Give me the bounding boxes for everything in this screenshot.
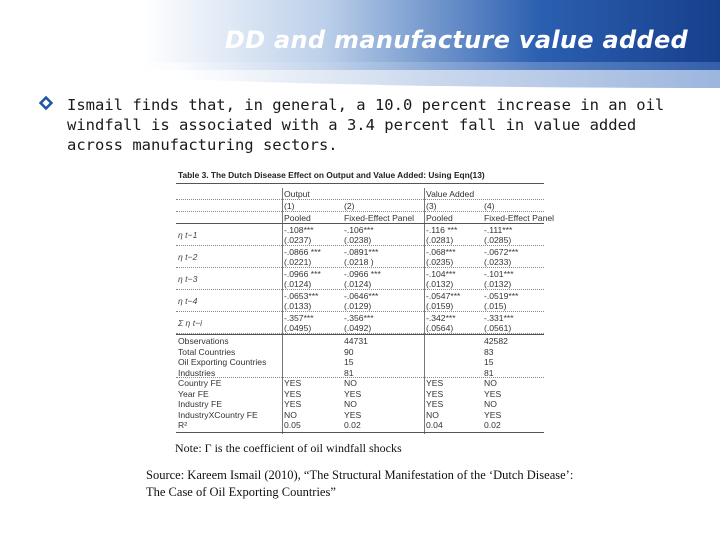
- stat-value: 42582: [484, 336, 508, 346]
- std-error: (.0218 ): [344, 257, 374, 267]
- stat-value: 15: [344, 357, 354, 367]
- coefficient: -.106***: [344, 225, 374, 235]
- column-type: Pooled: [284, 213, 311, 223]
- stat-value: YES: [484, 388, 502, 399]
- coefficient: -.342***: [426, 313, 456, 323]
- stat-value: NO: [344, 378, 357, 388]
- table-rule: [176, 267, 544, 268]
- regression-table: [174, 166, 555, 438]
- coefficient: -.0672***: [484, 247, 519, 257]
- title-swoosh: [0, 62, 720, 88]
- column-type: Pooled: [426, 213, 453, 223]
- stat-value: YES: [426, 378, 444, 388]
- stat-value: YES: [284, 388, 302, 399]
- coefficient: -.108***: [284, 225, 314, 235]
- stat-label: Country FE: [178, 378, 222, 388]
- group-header: Output: [284, 189, 310, 199]
- group-header: Value Added: [426, 189, 475, 199]
- row-label: η t−1: [178, 230, 198, 240]
- std-error: (.0233): [484, 257, 512, 267]
- table-note: Note: Γ is the coefficient of oil windfall shocks: [175, 441, 402, 455]
- coefficient: -.0653***: [284, 291, 319, 301]
- stat-label: Total Countries: [178, 346, 236, 357]
- std-error: (.0285): [484, 235, 512, 245]
- stat-value: NO: [344, 399, 357, 409]
- row-label: Σ η t−i: [178, 318, 203, 328]
- coefficient: -.0646***: [344, 291, 379, 301]
- column-type: Fixed-Effect Panel: [344, 213, 415, 223]
- bullet-text: Ismail finds that, in general, a 10.0 percent increase in an oil windfall is associated with a 3.4 percent fall in value added across manufacturing sectors.: [67, 96, 665, 154]
- std-error: (.0492): [344, 323, 372, 333]
- stat-value: YES: [426, 399, 444, 409]
- coefficient: -.0519***: [484, 291, 519, 301]
- stat-value: YES: [344, 388, 362, 399]
- slide-title: DD and manufacture value added: [224, 26, 688, 54]
- stat-value: NO: [484, 378, 497, 388]
- stat-value: NO: [426, 409, 439, 420]
- coefficient: -.0547***: [426, 291, 461, 301]
- column-number: (4): [484, 201, 495, 211]
- std-error: (.0124): [344, 279, 372, 289]
- stat-value: YES: [284, 399, 302, 409]
- stat-value: NO: [284, 409, 297, 420]
- stat-label: Observations: [178, 336, 229, 346]
- table-rule: [176, 289, 544, 290]
- table-rule: [176, 432, 544, 433]
- stat-value: 0.02: [484, 420, 501, 430]
- coefficient: -.101***: [484, 269, 514, 279]
- row-label: η t−3: [178, 274, 198, 284]
- coefficient: -.356***: [344, 313, 374, 323]
- table-rule: [176, 245, 544, 246]
- stat-label: R²: [178, 420, 188, 430]
- stat-value: YES: [344, 409, 362, 420]
- std-error: (.0221): [284, 257, 312, 267]
- column-number: (2): [344, 201, 355, 211]
- stat-value: 81: [344, 367, 354, 378]
- std-error: (.0561): [484, 323, 512, 333]
- coefficient: -.357***: [284, 313, 314, 323]
- stat-value: 83: [484, 346, 494, 357]
- table-rule: [176, 334, 544, 335]
- stat-value: YES: [426, 388, 444, 399]
- column-number: (1): [284, 201, 295, 211]
- coefficient: -.111***: [484, 225, 513, 235]
- stat-label: Oil Exporting Countries: [178, 357, 267, 367]
- std-error: (.0132): [484, 279, 512, 289]
- coefficient: -.104***: [426, 269, 456, 279]
- std-error: (.0129): [344, 301, 372, 311]
- coefficient: -.331***: [484, 313, 514, 323]
- std-error: (.0237): [284, 235, 312, 245]
- stat-value: 15: [484, 357, 494, 367]
- std-error: (.0132): [426, 279, 454, 289]
- coefficient: -.116 ***: [426, 225, 458, 235]
- std-error: (.0495): [284, 323, 312, 333]
- row-label: η t−4: [178, 296, 198, 306]
- table-rule: [176, 311, 544, 312]
- stat-label: Year FE: [178, 388, 209, 399]
- stat-value: NO: [484, 399, 497, 409]
- table-rule: [176, 183, 544, 184]
- stat-label: Industries: [178, 367, 216, 378]
- coefficient: -.0891***: [344, 247, 379, 257]
- stat-label: IndustryXCountry FE: [178, 409, 258, 420]
- stat-value: 81: [484, 367, 494, 378]
- std-error: (.0159): [426, 301, 454, 311]
- stat-value: 0.05: [284, 420, 301, 430]
- stat-value: 0.02: [344, 420, 361, 430]
- stat-label: Industry FE: [178, 399, 222, 409]
- table-rule: [176, 211, 544, 212]
- stat-value: 90: [344, 346, 354, 357]
- diamond-bullet-icon: [39, 96, 53, 110]
- column-type: Fixed-Effect Panel: [484, 213, 555, 223]
- stat-value: YES: [484, 409, 502, 420]
- table-title: Table 3. The Dutch Disease Effect on Output and Value Added: Using Eqn(13): [178, 170, 485, 180]
- stat-value: 0.04: [426, 420, 443, 430]
- table-rule: [176, 199, 544, 200]
- source-citation: Source: Kareem Ismail (2010), “The Structural Manifestation of the ‘Dutch Disease’: The Case of Oil Exporting Countries”: [146, 468, 574, 499]
- std-error: (.015): [484, 301, 507, 311]
- stat-value: 44731: [344, 336, 368, 346]
- std-error: (.0238): [344, 235, 372, 245]
- column-number: (3): [426, 201, 437, 211]
- std-error: (.0235): [426, 257, 454, 267]
- std-error: (.0281): [426, 235, 454, 245]
- bullet-point: [40, 95, 680, 155]
- std-error: (.0564): [426, 323, 454, 333]
- coefficient: -.068***: [426, 247, 456, 257]
- std-error: (.0133): [284, 301, 312, 311]
- coefficient: -.0966 ***: [284, 269, 321, 279]
- std-error: (.0124): [284, 279, 312, 289]
- coefficient: -.0866 ***: [284, 247, 321, 257]
- table-rule: [176, 223, 544, 224]
- row-label: η t−2: [178, 252, 198, 262]
- stat-value: YES: [284, 378, 302, 388]
- coefficient: -.0966 ***: [344, 269, 381, 279]
